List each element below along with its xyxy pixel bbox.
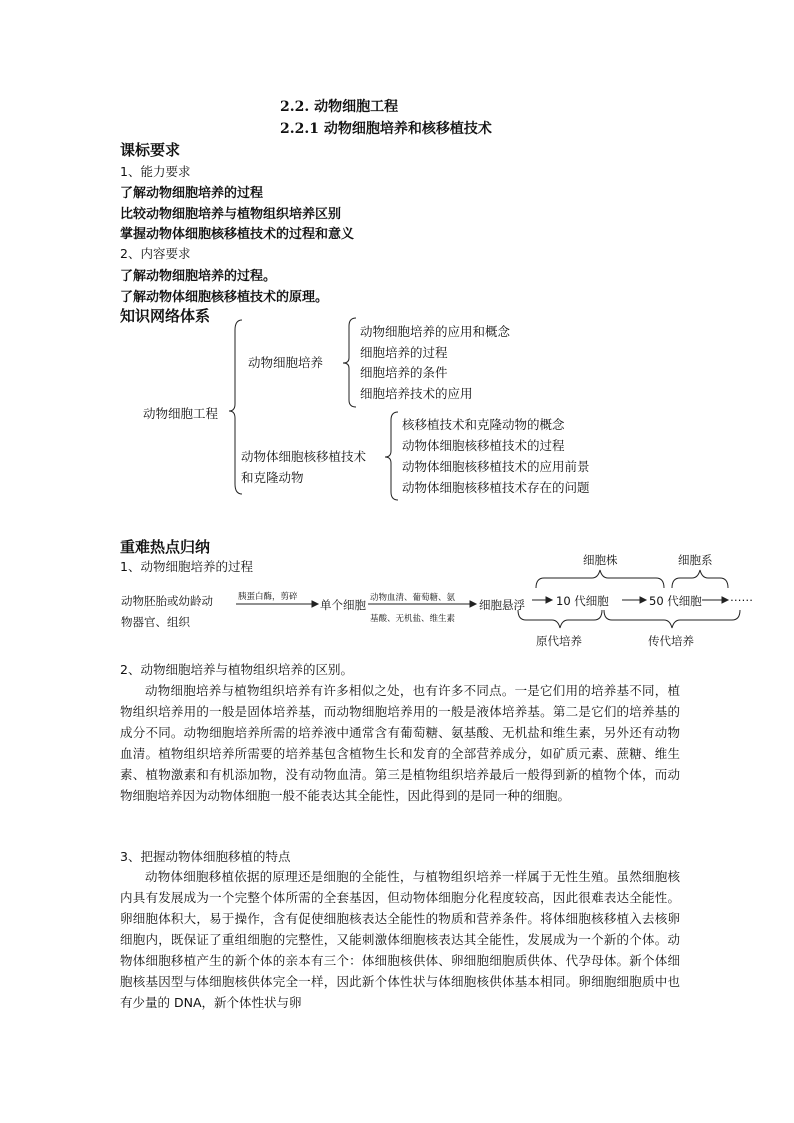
ability-item: 了解动物细胞培养的过程 <box>120 186 264 201</box>
network-leaf: 动物细胞培养的应用和概念 <box>360 324 511 339</box>
flow-arrow1-label: 胰蛋白酶，剪碎 <box>238 592 298 602</box>
network-root: 动物细胞工程 <box>143 406 219 421</box>
point1-heading: 1、动物细胞培养的过程 <box>120 559 253 574</box>
brace-subculture <box>604 610 740 628</box>
flow-gen50: 50 代细胞 <box>649 594 702 608</box>
point3-paragraph: 动物体细胞移植依据的原理还是细胞的全能性，与植物组织培养一样属于无性生殖。虽然细胞核内具有发展成为一个完整个体所需的全套基因，但动物体细胞分化程度较高，因此很难表达全能性。卵细胞体积大，易于操作，含有促使细胞核表达全能性的物质和营养条件。将体细胞核移植入去核卵细胞内，既保证了重组细胞的完整性，又能刺激体细胞核表达其全能性，发展成为一个新的个体。动物体细胞移植产生的新个体的亲本有三个：体细胞核供体、卵细胞细胞质供体、代孕母体。新个体细胞核基因型与体细胞核供体完全一样，因此新个体性状与体细胞核供体基本相同。卵细胞细胞质中也有少量的 DNA，新个体性状与卵 <box>120 869 680 1010</box>
flow-ellipsis: …… <box>730 590 753 604</box>
flow-suspension: 细胞悬浮 <box>479 598 525 612</box>
brace-branch1 <box>343 318 356 407</box>
flow-start-line2: 物器官、组织 <box>121 615 190 629</box>
network-branch-transfer: 动物体细胞核移植技术 <box>241 449 367 464</box>
network-heading: 知识网络体系 <box>120 307 211 325</box>
network-leaf: 细胞培养技术的应用 <box>360 386 473 401</box>
brace-primary <box>518 610 602 628</box>
point2-heading: 2、动物细胞培养与植物组织培养的区别。 <box>120 662 353 677</box>
brace-root <box>229 320 242 494</box>
ability-heading: 1、能力要求 <box>120 164 191 179</box>
network-leaf: 细胞培养的条件 <box>360 365 448 380</box>
point2-paragraph: 动物细胞培养与植物组织培养有许多相似之处，也有许多不同点。一是它们用的培养基不同，植物组织培养用的一般是固体培养基，而动物细胞培养用的一般是液体培养基。第二是它们的培养基的成分不同。动物细胞培养所需的培养液中通常含有葡萄糖、氨基酸、无机盐和维生素，另外还有动物血清。植物组织培养所需要的培养基包含植物生长和发育的全部营养成分，如矿质元素、蔗糖、维生素、植物激素和有机添加物，没有动物血清。第三是植物组织培养最后一般得到新的植物个体，而动物细胞培养因为动物体细胞一般不能表达其全能性，因此得到的是同一种的细胞。 <box>120 683 680 803</box>
network-leaf: 细胞培养的过程 <box>360 345 448 360</box>
brace-cell-line <box>672 570 728 588</box>
network-branch-transfer-line2: 和克隆动物 <box>241 470 304 485</box>
flow-single-cell: 单个细胞 <box>320 598 366 612</box>
brace-cell-strain <box>536 570 664 588</box>
flow-gen10: 10 代细胞 <box>556 594 609 608</box>
network-leaf: 核移植技术和克隆动物的概念 <box>402 417 565 432</box>
flow-arrow2-label-bottom: 基酸、无机盐、维生素 <box>370 614 456 624</box>
network-branch-culture: 动物细胞培养 <box>248 355 324 370</box>
brace-branch2 <box>385 412 398 500</box>
flow-cell-strain: 细胞株 <box>583 553 618 567</box>
ability-item: 比较动物细胞培养与植物组织培养区别 <box>120 207 342 222</box>
subsection-title: 2.2.1 动物细胞培养和核移植技术 <box>280 121 492 137</box>
keypoints-heading: 重难热点归纳 <box>120 538 211 556</box>
flow-cell-line: 细胞系 <box>678 553 713 567</box>
flow-subculture: 传代培养 <box>648 634 694 648</box>
flow-primary-culture: 原代培养 <box>536 634 582 648</box>
flow-start: 动物胚胎或幼龄动 <box>121 594 213 608</box>
ability-item: 掌握动物体细胞核移植技术的过程和意义 <box>120 227 355 242</box>
content-heading: 2、内容要求 <box>120 246 191 261</box>
content-item: 了解动物细胞培养的过程。 <box>120 269 277 284</box>
content-item: 了解动物体细胞核移植技术的原理。 <box>120 290 329 305</box>
point3-heading: 3、把握动物体细胞移植的特点 <box>120 849 291 864</box>
network-leaf: 动物体细胞核移植技术的过程 <box>402 438 565 453</box>
curriculum-heading: 课标要求 <box>120 141 181 159</box>
flow-arrow2-label-top: 动物血清、葡萄糖、氨 <box>370 593 456 603</box>
network-leaf: 动物体细胞核移植技术的应用前景 <box>402 459 590 474</box>
section-title: 2.2. 动物细胞工程 <box>280 99 399 115</box>
network-leaf: 动物体细胞核移植技术存在的问题 <box>402 480 590 495</box>
